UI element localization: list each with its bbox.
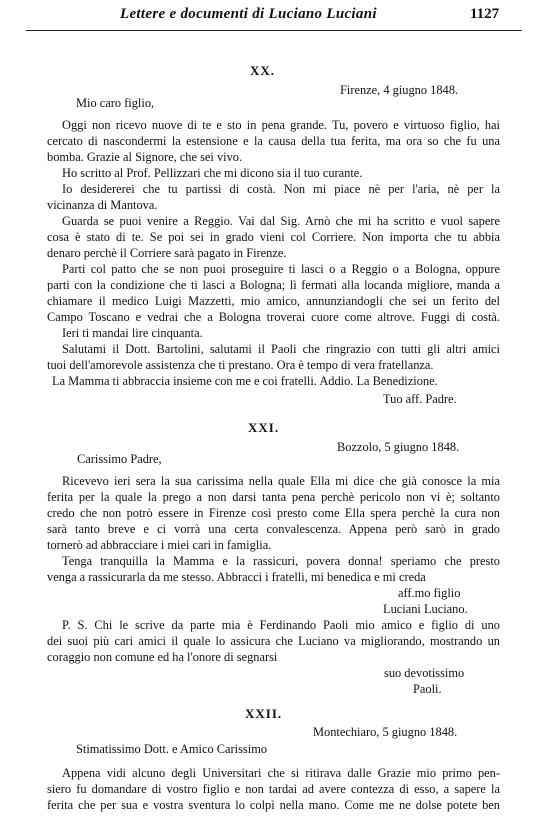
letter-xxii-place-date: Montechiaro, 5 giugno 1848. xyxy=(313,725,458,739)
letter-xx-line: La Mamma ti abbraccia insieme con me e coi fratelli. Addio. La Benedizione. xyxy=(52,374,438,388)
letter-xx-line: bomba. Grazie al Signore, che sei vivo. xyxy=(47,150,243,164)
letter-xxi-line: tornerò ad abbracciare i miei cari in famiglia. xyxy=(47,538,272,552)
letter-xxi-line: sarà tanto breve e ci vorrà una certa convalescenza. Appena però sarò in grado xyxy=(47,522,500,536)
letter-xxii-line: ferita che per sua e vostra sventura lo colpì nella mano. Come me ne dolse potete ben xyxy=(47,798,500,812)
letter-xxi-ps-signature: Paoli. xyxy=(413,682,442,696)
letter-xx-line: Ho scritto al Prof. Pellizzari che mi dicono sia il tuo curante. xyxy=(62,166,363,180)
letter-xxi-line: Ricevevo ieri sera la sua carissima nella quale Ella mi dice che già conosce la mia xyxy=(62,474,500,488)
letter-xx-salutation: Mio caro figlio, xyxy=(76,96,155,110)
letter-xx-number: XX. xyxy=(250,63,276,78)
letter-xx-line: tuoi dell'amorevole assistenza che ti prestano. Ora è tempo di vera fratellanza. xyxy=(47,358,434,372)
letter-xxi-line: venga a rassicurarla da me stesso. Abbracci i fratelli, mi benedica e mi creda xyxy=(47,570,426,584)
letter-xxi-ps-closing: suo devotissimo xyxy=(384,666,465,680)
letter-xx-line: cercato di nascondermi la estensione e la causa della tua ferita, ma ora so che fu una xyxy=(47,134,500,148)
letter-xx-line: vicinanza di Mantova. xyxy=(47,198,158,212)
letter-xxi-line: credo che non potrò essere in Firenze così presto come Ella spera perchè la cura non xyxy=(47,506,500,520)
letter-xx-line: Salutami il Dott. Bartolini, salutami il Paoli che ringrazio con tutti gli altri amici xyxy=(62,342,500,356)
letter-xx-line: Guarda se puoi venire a Reggio. Vai dal Sig. Arnò che mi ha scritto e vuol sapere xyxy=(62,214,500,228)
letter-xx-line: Io desidererei che tu partissi di costà. Non mi piace nè per l'aria, nè per la xyxy=(62,182,500,196)
letter-xx-line: chiamare il medico Luigi Mazzetti, mio amico, annunziandogli che sei un ferito del xyxy=(47,294,500,308)
letter-xx-line: cosa è stato di te. Se poi sei in grado vieni col Corriere. Non importa che tu abbia xyxy=(47,230,500,244)
letter-xx-line: Ieri ti mandai lire cinquanta. xyxy=(62,326,203,340)
letter-xx-line: Campo Toscano e vedrai che a Bologna troverai cuore come altrove. Fuggi di costà. xyxy=(47,310,500,324)
letter-xxi-line: ferita per la quale la prego a non darsi tanta pena perchè pericolo non vi è; soltanto xyxy=(47,490,500,504)
letter-xxi-postscript-line: coraggio non comune ed ha l'onore di segnarsi xyxy=(47,650,278,664)
page-number: 1127 xyxy=(470,6,500,22)
letter-xxi-number: XXI. xyxy=(248,420,280,435)
letter-xxii-salutation: Stimatissimo Dott. e Amico Carissimo xyxy=(76,742,268,756)
letter-xxi-postscript-line: P. S. Chi le scrive da parte mia è Ferdinando Paoli mio amico e figlio di uno xyxy=(62,618,500,632)
letter-xxi-line: Tenga tranquilla la Mamma e la rassicuri, povera donna! speriamo che presto xyxy=(62,554,500,568)
letter-xx-place-date: Firenze, 4 giugno 1848. xyxy=(340,83,459,97)
letter-xx-line: Parti col patto che se non puoi proseguire ti lasci o a Reggio o a Bologna, oppure xyxy=(62,262,500,276)
letter-xxi-signature: Luciani Luciano. xyxy=(383,602,468,616)
letter-xxi-closing: aff.mo figlio xyxy=(398,586,461,600)
letter-xxi-place-date: Bozzolo, 5 giugno 1848. xyxy=(337,440,460,454)
header-rule xyxy=(26,30,522,31)
letter-xx-line: Oggi non ricevo nuove di te e sto in pena grande. Tu, povero e virtuoso figlio, hai xyxy=(62,118,500,132)
letter-xx-line: parti con la condizione che ti lasci a Bologna; lì fermati alla locanda migliore, manda a xyxy=(47,278,500,292)
letter-xxi-postscript-line: dei suoi più cari amici il quale lo assicura che Luciano va migliorando, mostrando un xyxy=(47,634,500,648)
running-header-title: Lettere e documenti di Luciano Luciani xyxy=(120,6,377,22)
letter-xxii-line: Appena vidi alcuno degli Universitari che si ritirava dalle Grazie mio primo pen- xyxy=(62,766,500,780)
letter-xxii-number: XXII. xyxy=(245,706,283,721)
letter-xx-closing: Tuo aff. Padre. xyxy=(383,392,457,406)
letter-xxii-line: siero fu domandare di vostro figlio e non tardai ad avere contezza di esso, a sapere la xyxy=(47,782,500,796)
letter-xx-line: denaro perchè il Corriere sarà pagato in Firenze. xyxy=(47,246,287,260)
letter-xxi-salutation: Carissimo Padre, xyxy=(77,452,162,466)
